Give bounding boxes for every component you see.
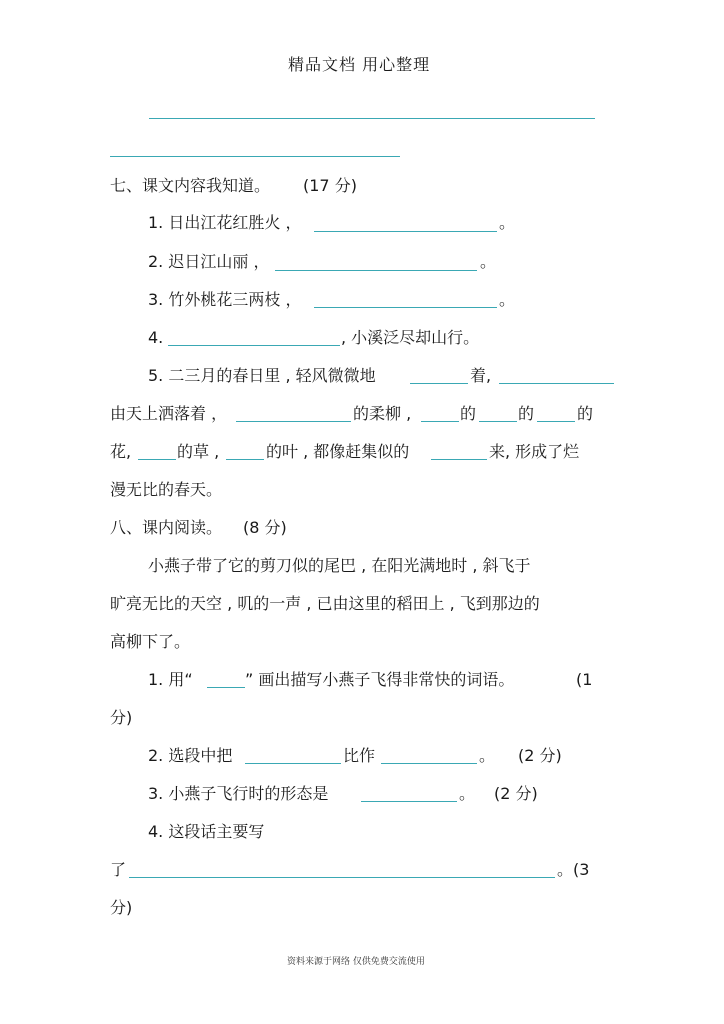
- s8-q4-score-b: 分): [110, 898, 133, 917]
- s8-q1-b: ” 画出描写小燕子飞得非常快的词语。: [245, 670, 515, 689]
- section-7-heading: 七、课文内容我知道。: [110, 176, 271, 195]
- s8-q2-score: (2 分): [518, 746, 562, 765]
- s7-q5-blank[interactable]: [138, 459, 176, 460]
- s7-q3-prefix: 3. 竹外桃花三两枝 ，: [148, 290, 302, 309]
- s7-q5-line1-b: 着,: [470, 366, 492, 385]
- s7-q5-blank[interactable]: [537, 421, 575, 422]
- s8-q3-b: 。: [459, 784, 476, 803]
- s7-q5-blank[interactable]: [499, 383, 614, 384]
- s7-q1-blank[interactable]: [314, 231, 497, 232]
- s7-q5-line3-c: 的叶 , 都像赶集似的: [266, 442, 410, 461]
- s7-q5-line2-e: 的: [577, 404, 594, 423]
- s7-q5-blank[interactable]: [236, 421, 351, 422]
- s7-q5-blank[interactable]: [431, 459, 487, 460]
- section-8-score: (8 分): [243, 518, 287, 537]
- passage-line-3: 高柳下了。: [110, 632, 191, 651]
- s7-q5-blank[interactable]: [410, 383, 468, 384]
- page-header: 精品文档 用心整理: [288, 55, 431, 74]
- s8-q4-b: 了: [110, 860, 127, 879]
- s7-q1-suffix: 。: [499, 213, 516, 232]
- s7-q2-prefix: 2. 迟日江山丽 ，: [148, 252, 270, 271]
- s7-q5-line3-d: 来, 形成了烂: [489, 442, 580, 461]
- s8-q3-score: (2 分): [494, 784, 538, 803]
- s8-q2-b: 比作: [343, 746, 376, 765]
- s7-q2-blank[interactable]: [275, 270, 477, 271]
- s8-q4-blank[interactable]: [129, 877, 555, 878]
- passage-line-1: 小燕子带了它的剪刀似的尾巴 , 在阳光满地时 , 斜飞于: [148, 556, 531, 575]
- s7-q1-prefix: 1. 日出江花红胜火 ，: [148, 213, 302, 232]
- s7-q5-blank[interactable]: [479, 421, 517, 422]
- page-footer: 资料来源于网络 仅供免费交流使用: [287, 957, 425, 967]
- s7-q5-line3-a: 花,: [110, 442, 132, 461]
- s7-q5-line2-d: 的: [518, 404, 535, 423]
- s8-q2-blank[interactable]: [245, 763, 341, 764]
- s8-q2-blank[interactable]: [381, 763, 477, 764]
- section-8-heading: 八、课内阅读。: [110, 518, 223, 537]
- s7-q3-blank[interactable]: [314, 307, 497, 308]
- s8-q1-score-a: (1: [576, 670, 593, 689]
- s8-q2-c: 。: [479, 746, 496, 765]
- s7-q5-line2-b: 的柔柳 ,: [353, 404, 412, 423]
- answer-line[interactable]: [149, 118, 595, 119]
- s8-q2-a: 2. 选段中把: [148, 746, 233, 765]
- s7-q5-line2-a: 由天上洒落着 ，: [110, 404, 228, 423]
- s7-q4-blank[interactable]: [168, 345, 340, 346]
- s7-q5-blank[interactable]: [226, 459, 264, 460]
- s7-q5-blank[interactable]: [421, 421, 459, 422]
- s8-q1-a: 1. 用“: [148, 670, 193, 689]
- s8-q1-score-b: 分): [110, 708, 133, 727]
- s8-q4-a: 4. 这段话主要写: [148, 822, 265, 841]
- s7-q5-line4: 漫无比的春天。: [110, 480, 223, 499]
- s8-q1-blank[interactable]: [207, 687, 245, 688]
- passage-line-2: 旷亮无比的天空 , 叽的一声 , 已由这里的稻田上 , 飞到那边的: [110, 594, 540, 613]
- s8-q4-c: 。(3: [557, 860, 590, 879]
- section-7-score: (17 分): [303, 176, 357, 195]
- s7-q5-line2-c: 的: [460, 404, 477, 423]
- s7-q2-suffix: 。: [480, 252, 497, 271]
- s7-q5-line1-a: 5. 二三月的春日里 , 轻风微微地: [148, 366, 376, 385]
- s7-q4-prefix: 4.: [148, 328, 164, 347]
- s7-q3-suffix: 。: [499, 290, 516, 309]
- s8-q3-a: 3. 小燕子飞行时的形态是: [148, 784, 329, 803]
- s8-q3-blank[interactable]: [361, 801, 457, 802]
- s7-q4-suffix: , 小溪泛尽却山行。: [341, 328, 480, 347]
- answer-line[interactable]: [110, 156, 400, 157]
- s7-q5-line3-b: 的草 ,: [177, 442, 220, 461]
